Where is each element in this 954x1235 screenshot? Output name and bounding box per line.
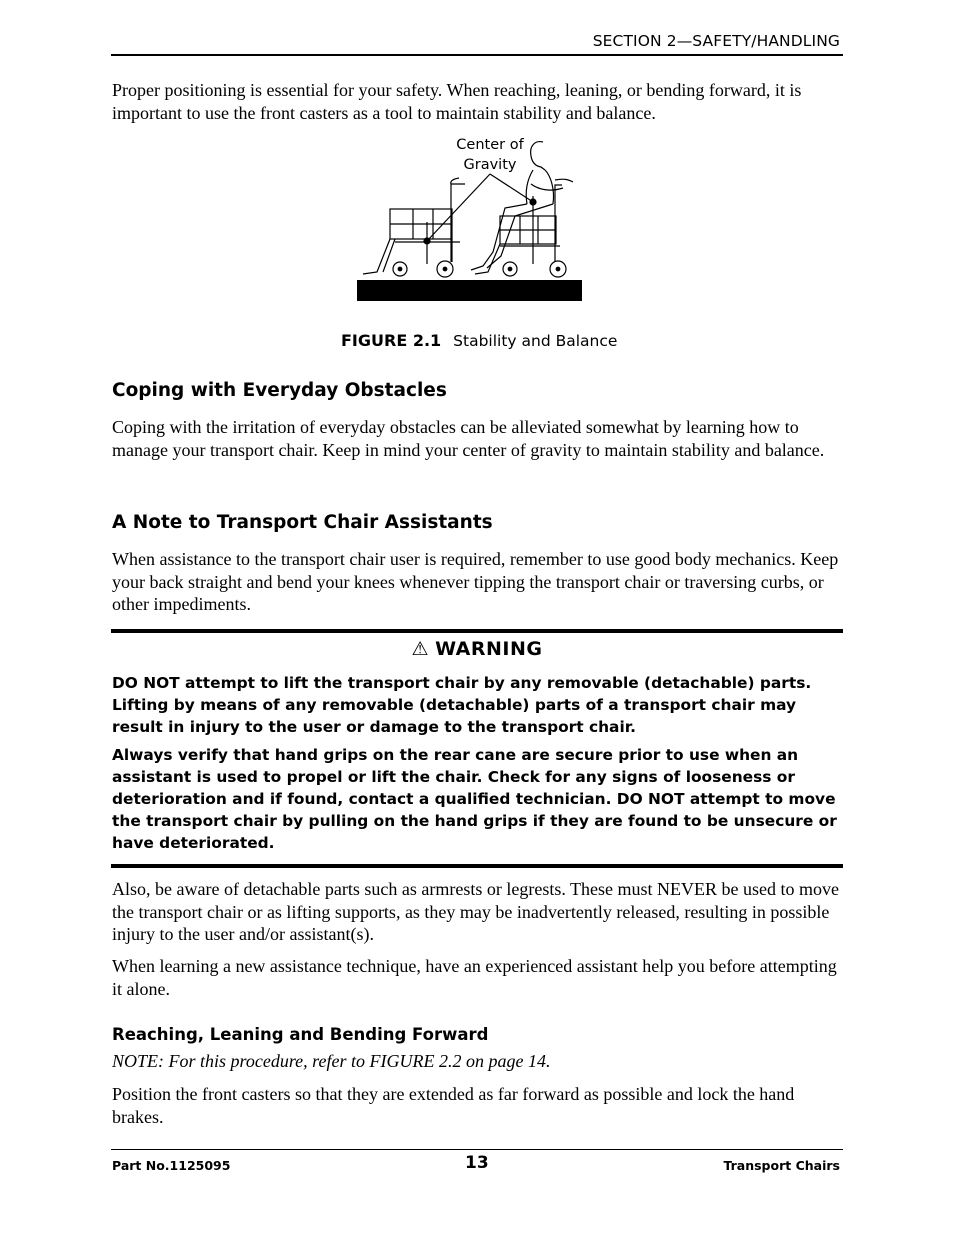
gravity-label	[445, 135, 535, 175]
warning-paragraph-1: DO NOT attempt to lift the transport chair by any removable (detachable) parts. Lifting by means of any removable (detachable) parts of a transport chair may result in injury to the user or damage to the transport chair.	[112, 674, 812, 736]
warning-bottom-rule	[111, 864, 843, 868]
floor-bar	[357, 280, 582, 301]
figure-number: FIGURE 2.1	[341, 331, 442, 350]
assistants-paragraph: When assistance to the transport chair user is required, remember to use good body mechanics. Keep your back straight and bend your knees whenever tipping the transport chair or traversing curbs, or other impediments.	[112, 549, 839, 614]
header-rule	[111, 54, 843, 56]
reaching-heading: Reaching, Leaning and Bending Forward	[112, 1025, 489, 1044]
reaching-note: NOTE: For this procedure, refer to FIGURE 2.2 on page 14.	[112, 1051, 551, 1071]
warning-label: WARNING	[435, 638, 543, 660]
footer-product: Transport Chairs	[723, 1158, 840, 1173]
warning-icon: ⚠	[411, 638, 430, 660]
coping-heading: Coping with Everyday Obstacles	[112, 380, 447, 401]
detachable-parts-paragraph: Also, be aware of detachable parts such as armrests or legrests. These must NEVER be used to move the transport chair or as lifting supports, as they may be inadvertently released, resulting in possible injury to the user and/or assistant(s).	[112, 879, 839, 944]
reaching-paragraph: Position the front casters so that they are extended as far forward as possible and lock the hand brakes.	[112, 1084, 795, 1127]
empty-chair	[363, 178, 465, 277]
page-number: 13	[465, 1153, 489, 1173]
gravity-label-line2: Gravity	[463, 157, 517, 173]
coping-paragraph: Coping with the irritation of everyday obstacles can be alleviated somewhat by learning how to manage your transport chair. Keep in mind your center of gravity to maintain stability and balance.	[112, 417, 825, 460]
stability-figure	[355, 132, 585, 304]
footer-rule	[111, 1149, 843, 1150]
assistants-heading: A Note to Transport Chair Assistants	[112, 512, 493, 533]
figure-title: Stability and Balance	[453, 332, 618, 350]
section-header: SECTION 2—SAFETY/HANDLING	[592, 32, 840, 50]
assistance-technique-paragraph: When learning a new assistance technique, have an experienced assistant help you before attempting it alone.	[112, 956, 837, 999]
warning-top-rule	[111, 629, 843, 633]
figure-caption	[341, 331, 617, 350]
footer-part-number: Part No.1125095	[112, 1158, 231, 1173]
gravity-label-line1: Center of	[456, 137, 524, 153]
warning-title	[111, 638, 843, 660]
intro-paragraph: Proper positioning is essential for your safety. When reaching, leaning, or bending forward, it is important to use the front casters as a tool to maintain stability and balance.	[112, 80, 802, 123]
warning-paragraph-2: Always verify that hand grips on the rear cane are secure prior to use when an assistant is used to propel or lift the chair. Check for any signs of looseness or deterioration and if found, contact a qualified technician. DO NOT attempt to move the transport chair by pulling on the hand grips if they are found to be unsecure or have deteriorated.	[112, 746, 837, 852]
occupied-chair	[475, 179, 573, 277]
